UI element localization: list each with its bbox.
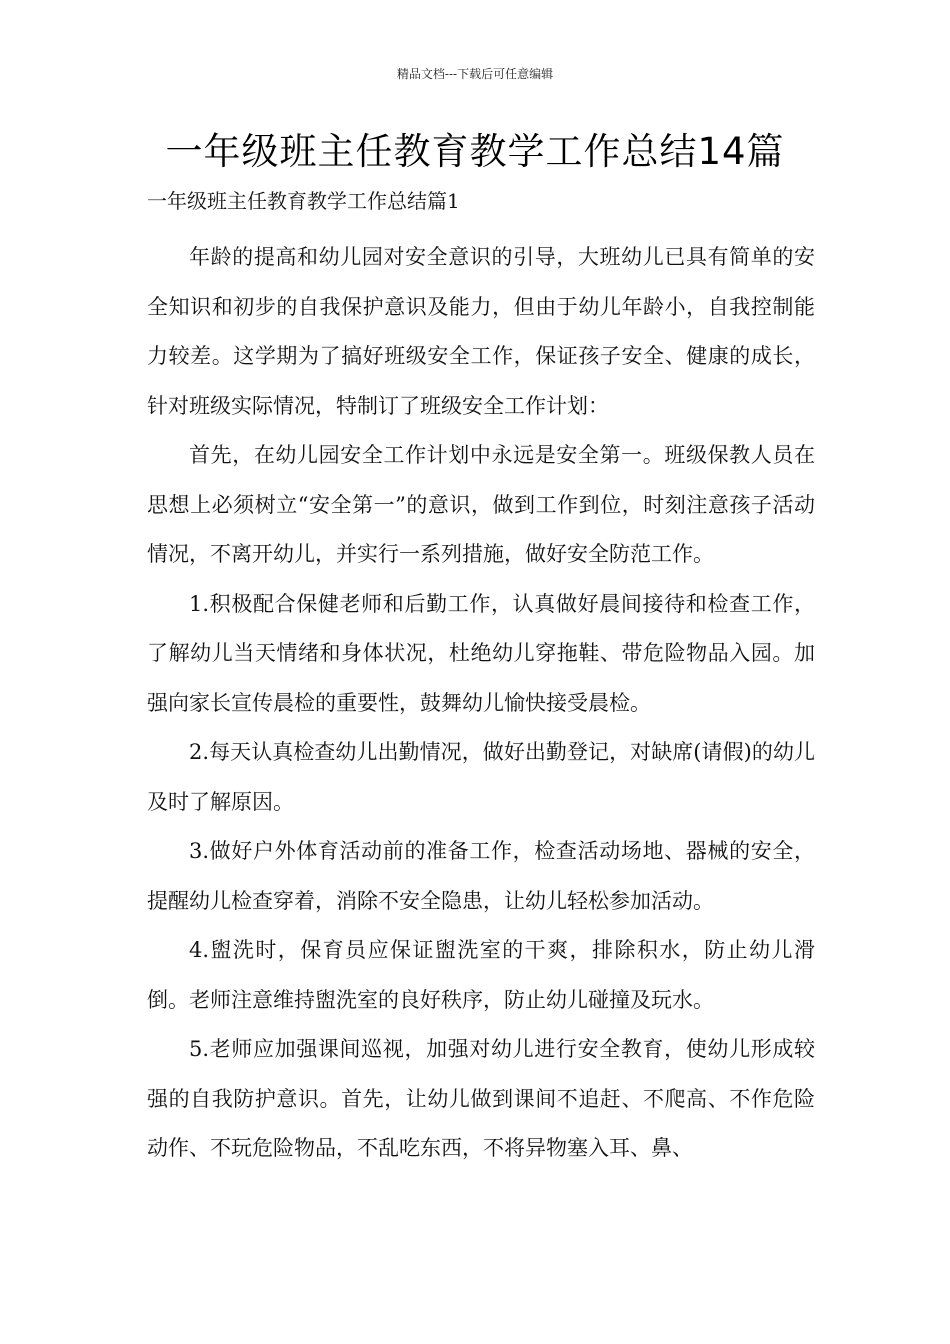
paragraph: 5.老师应加强课间巡视，加强对幼儿进行安全教育，使幼儿形成较强的自我防护意识。首先，让幼儿做到课间不追赶、不爬高、不作危险动作、不玩危险物品，不乱吃东西，不将异物塞入耳、鼻、 (147, 1037, 815, 1160)
page-header-note: 精品文档---下载后可任意编辑 (396, 67, 554, 81)
paragraph: 首先，在幼儿园安全工作计划中永远是安全第一。班级保教人员在思想上必须树立“安全第一”的意识，做到工作到位，时刻注意孩子活动情况，不离开幼儿，并实行一系列措施，做好安全防范工作。 (147, 443, 815, 566)
document-body (147, 233, 815, 1174)
document-title: 一年级班主任教育教学工作总结14篇 (165, 130, 785, 173)
paragraph: 4.盥洗时，保育员应保证盥洗室的干爽，排除积水，防止幼儿滑倒。老师注意维持盥洗室的良好秩序，防止幼儿碰撞及玩水。 (147, 938, 815, 1012)
paragraph: 1.积极配合保健老师和后勤工作，认真做好晨间接待和检查工作，了解幼儿当天情绪和身体状况，杜绝幼儿穿拖鞋、带危险物品入园。加强向家长宣传晨检的重要性，鼓舞幼儿愉快接受晨检。 (147, 591, 815, 715)
paragraph: 年龄的提高和幼儿园对安全意识的引导，大班幼儿已具有简单的安全知识和初步的自我保护意识及能力，但由于幼儿年龄小，自我控制能力较差。这学期为了搞好班级安全工作，保证孩子安全、健康的成长，针对班级实际情况，特制订了班级安全工作计划： (147, 245, 815, 418)
paragraph: 2.每天认真检查幼儿出勤情况，做好出勤登记，对缺席(请假)的幼儿及时了解原因。 (147, 740, 815, 814)
paragraph: 3.做好户外体育活动前的准备工作，检查活动场地、器械的安全，提醒幼儿检查穿着，消除不安全隐患，让幼儿轻松参加活动。 (147, 839, 815, 913)
section-subtitle: 一年级班主任教育教学工作总结篇1 (147, 189, 460, 213)
